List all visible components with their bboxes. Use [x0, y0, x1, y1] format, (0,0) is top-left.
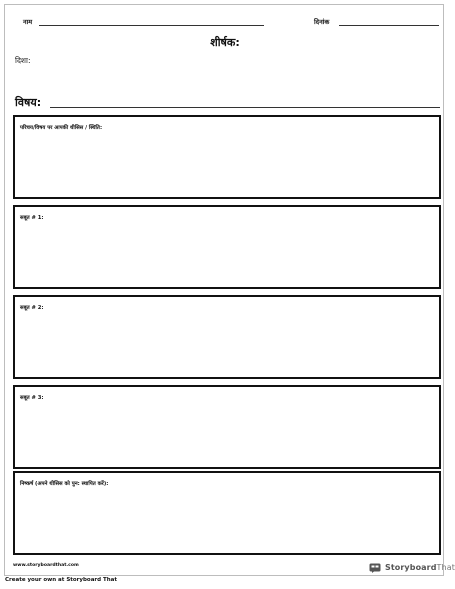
- evidence-1-heading: सबूत # 1:: [20, 215, 44, 221]
- evidence-3-heading: सबूत # 3:: [20, 395, 44, 401]
- date-line: [339, 25, 439, 26]
- name-label: नाम: [23, 18, 33, 26]
- brand-suffix: That: [436, 563, 455, 572]
- worksheet: [4, 4, 455, 576]
- evidence-2-box[interactable]: [13, 295, 441, 379]
- evidence-1-box[interactable]: [13, 205, 441, 289]
- brand-logo[interactable]: [369, 558, 455, 577]
- intro-box[interactable]: [13, 115, 441, 199]
- name-line: [39, 25, 264, 26]
- evidence-2-heading: सबूत # 2:: [20, 305, 44, 311]
- date-label: दिनांक: [314, 18, 330, 26]
- conclusion-box[interactable]: [13, 471, 441, 555]
- create-your-own-link[interactable]: Create your own at Storyboard That: [5, 577, 117, 583]
- subject-line: [50, 107, 440, 108]
- storyboard-logo-icon: [369, 558, 382, 577]
- direction-label: दिशा:: [15, 56, 31, 65]
- brand-text: [385, 563, 455, 572]
- page-title: शीर्षक:: [210, 36, 240, 49]
- brand-name: Storyboard: [385, 563, 437, 572]
- intro-heading: परिचय/विषय पर आपकी थीसिस / स्थिति:: [20, 125, 103, 131]
- subject-label: विषय:: [15, 96, 42, 109]
- conclusion-heading: निष्कर्ष (अपने थीसिस को पुन: स्थापित करें):: [20, 481, 109, 487]
- footer-url[interactable]: www.storyboardthat.com: [13, 563, 79, 568]
- evidence-3-box[interactable]: [13, 385, 441, 469]
